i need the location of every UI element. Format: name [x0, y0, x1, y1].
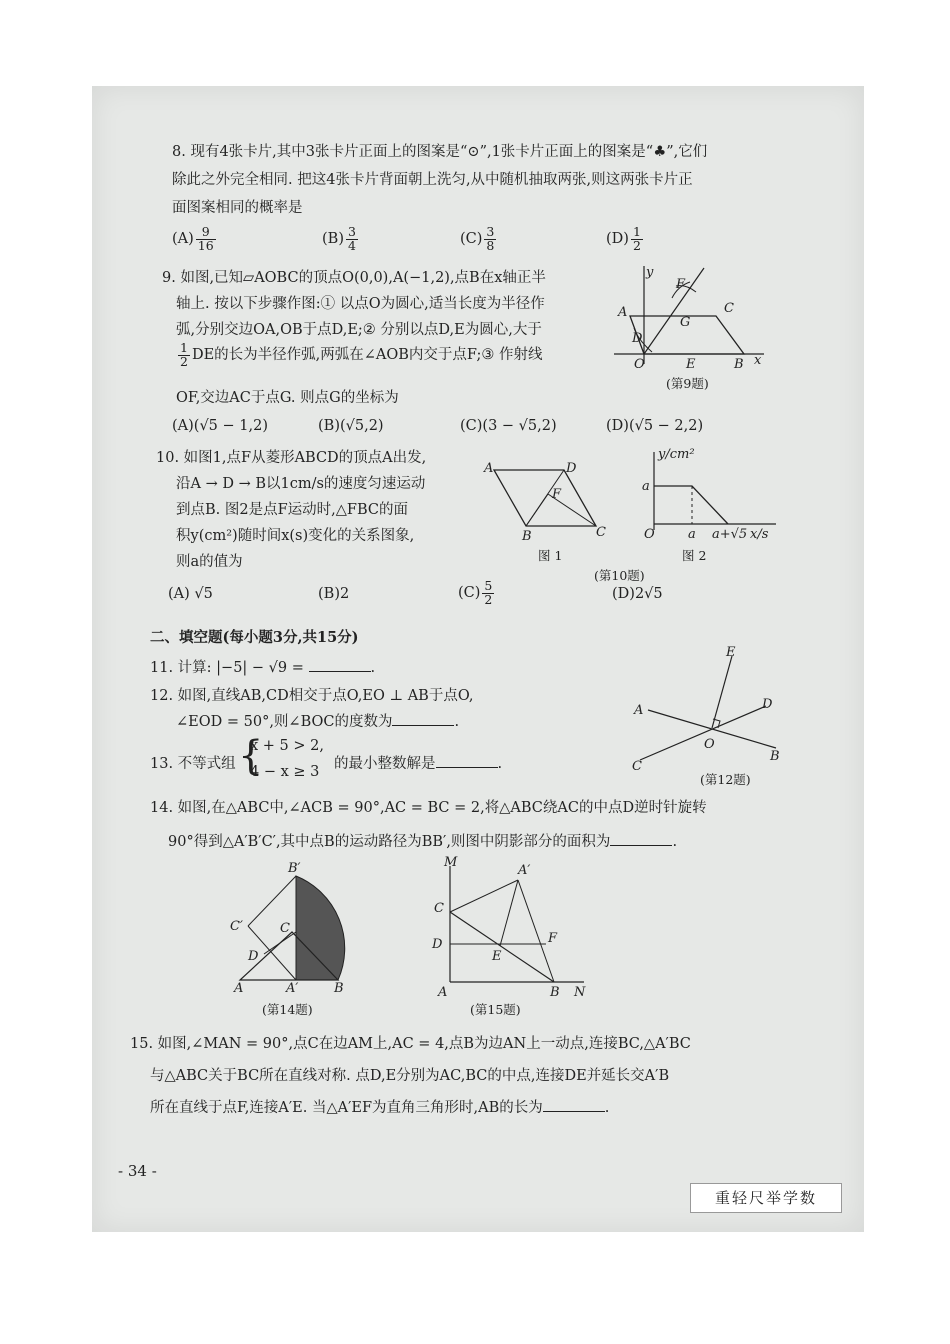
q10-graph-o: O: [644, 527, 655, 542]
q15-label-c: C: [434, 901, 444, 916]
q15-caption: (第15题): [470, 1002, 521, 1017]
q14-label-b: B: [334, 981, 344, 996]
q14-figure: [224, 856, 364, 996]
q10-fig2-caption: 图 2: [682, 548, 707, 563]
q12-label-e: E: [726, 645, 736, 660]
q11-answer-blank[interactable]: [309, 657, 371, 672]
q12-label-b: B: [770, 749, 780, 764]
q9-caption: (第9题): [666, 376, 709, 391]
q9-label-y: y: [646, 265, 654, 280]
q12-answer-blank[interactable]: [392, 711, 454, 726]
q10-option-c: (C) $\frac{5}{2}$: [458, 578, 493, 607]
q10-line4: 积y(cm²)随时间x(s)变化的关系图象,: [176, 528, 415, 544]
q15-figure: [424, 856, 600, 1000]
q10-option-d: (D)2√5: [612, 586, 663, 602]
q10-line3: 到点B. 图2是点F运动时,△FBC的面: [176, 502, 408, 518]
q13-pre: 13. 不等式组: [150, 756, 236, 772]
q12-label-d: D: [762, 697, 773, 712]
q15-label-n: N: [574, 985, 586, 1000]
q9-label-o: O: [634, 357, 645, 372]
q10-label-b: B: [522, 529, 532, 542]
q8-option-b: (B) $\frac{3}{4}$: [322, 224, 356, 253]
q9-line1: 9. 如图,已知▱AOBC的顶点O(0,0),A(−1,2),点B在x轴正半: [162, 270, 546, 286]
q9-line4: $\frac{1}{2}$ DE的长为半径作弧,两弧在∠AOB内交于点F;③ 作射线: [180, 340, 543, 369]
q10-graph-figure: [636, 446, 786, 542]
q10-graph-a: a: [642, 479, 650, 494]
q9-figure: [604, 256, 774, 376]
q10-label-a: A: [484, 461, 494, 476]
q9-label-e: E: [686, 357, 696, 372]
watermark: 重轻尺举学数: [690, 1183, 842, 1213]
q12-label-c: C: [632, 759, 642, 774]
q8-option-c: (C) $\frac{3}{8}$: [460, 224, 495, 253]
q13-row1: x + 5 > 2,: [250, 738, 324, 754]
q9-option-d: (D)(√5 − 2,2): [606, 418, 704, 434]
page-number: - 34 -: [118, 1162, 157, 1180]
q14-label-a: A: [234, 981, 244, 996]
q10-graph-ax: a: [688, 527, 696, 542]
q15-label-a1: A′: [518, 863, 531, 878]
q10-option-b: (B)2: [318, 586, 350, 602]
q10-line5: 则a的值为: [176, 554, 243, 570]
q15-label-b: B: [550, 985, 560, 1000]
q12-line1: 12. 如图,直线AB,CD相交于点O,EO ⊥ AB于点O,: [150, 688, 474, 704]
q15-line1: 15. 如图,∠MAN = 90°,点C在边AM上,AC = 4,点B为边AN上一动点,连接BC,△A′BC: [130, 1036, 691, 1052]
q10-graph-xlabel: x/s: [750, 527, 769, 542]
q10-label-f: F: [552, 487, 562, 502]
q11-text: 11. 计算: |−5| − √9 = .: [150, 656, 375, 677]
q9-label-b: B: [734, 357, 744, 372]
q13-brace: {: [238, 733, 264, 779]
q14-label-b1: B′: [288, 861, 301, 876]
q8-line3: 面图案相同的概率是: [172, 200, 303, 216]
q14-label-d: D: [248, 949, 259, 964]
q10-label-d: D: [566, 461, 577, 476]
q9-option-a: (A)(√5 − 1,2): [172, 418, 268, 434]
q12-line2: ∠EOD = 50°,则∠BOC的度数为 .: [176, 710, 459, 731]
q15-label-m: M: [444, 856, 458, 870]
q9-option-b: (B)(√5,2): [318, 418, 384, 434]
q9-label-x: x: [754, 353, 762, 368]
q10-option-a: (A) √5: [168, 586, 213, 602]
q10-graph-ylabel: y/cm²: [658, 447, 695, 462]
q10-rhombus-figure: [480, 456, 610, 542]
q9-option-c: (C)(3 − √5,2): [460, 418, 557, 434]
section-fill-in-title: 二、填空题(每小题3分,共15分): [150, 629, 359, 646]
q10-graph-a5: a+√5: [712, 527, 748, 542]
q14-line2: 90°得到△A′B′C′,其中点B的运动路径为BB′,则图中阴影部分的面积为 .: [168, 830, 677, 851]
q9-line5: OF,交边AC于点G. 则点G的坐标为: [176, 390, 399, 406]
q15-label-d: D: [432, 937, 443, 952]
q14-line1: 14. 如图,在△ABC中,∠ACB = 90°,AC = BC = 2,将△ABC绕AC的中点D逆时针旋转: [150, 800, 707, 816]
q14-label-c: C: [280, 921, 290, 936]
q12-label-a: A: [634, 703, 644, 718]
q15-line2: 与△ABC关于BC所在直线对称. 点D,E分别为AC,BC的中点,连接DE并延长交A′B: [150, 1068, 670, 1084]
q13-answer-blank[interactable]: [436, 753, 498, 768]
q9-label-c: C: [724, 301, 734, 316]
q15-label-f: F: [548, 931, 558, 946]
q14-caption: (第14题): [262, 1002, 313, 1017]
q14-answer-blank[interactable]: [610, 831, 672, 846]
q10-label-c: C: [596, 525, 606, 540]
q14-label-c1: C′: [230, 919, 243, 934]
q15-answer-blank[interactable]: [543, 1097, 605, 1112]
q12-caption: (第12题): [700, 772, 751, 787]
q12-label-o: O: [704, 737, 715, 752]
q10-caption: (第10题): [594, 568, 645, 583]
q10-fig1-caption: 图 1: [538, 548, 563, 563]
q8-option-a: (A) $\frac{9}{16}$: [172, 224, 214, 253]
q15-line3: 所在直线于点F,连接A′E. 当△A′EF为直角三角形时,AB的长为 .: [150, 1096, 609, 1117]
q12-figure: [626, 644, 786, 774]
q10-line1: 10. 如图1,点F从菱形ABCD的顶点A出发,: [156, 450, 427, 466]
q13-post: 的最小整数解是 .: [334, 752, 502, 773]
q9-label-a: A: [618, 305, 628, 320]
q9-label-g: G: [680, 315, 691, 330]
q13-row2: 4 − x ≥ 3: [250, 764, 320, 780]
q8-option-d: (D) $\frac{1}{2}$: [606, 224, 641, 253]
q8-line2: 除此之外完全相同. 把这4张卡片背面朝上洗匀,从中随机抽取两张,则这两张卡片正: [172, 172, 693, 188]
q10-line2: 沿A → D → B以1cm/s的速度匀速运动: [176, 476, 426, 492]
q15-label-a: A: [438, 985, 448, 1000]
q8-line1: 8. 现有4张卡片,其中3张卡片正面上的图案是“⊙”,1张卡片正面上的图案是“♣”,它们: [172, 144, 708, 160]
q9-label-f: F: [676, 277, 686, 292]
q9-line3: 弧,分别交边OA,OB于点D,E;② 分别以点D,E为圆心,大于: [176, 322, 542, 338]
q9-line2: 轴上. 按以下步骤作图:① 以点O为圆心,适当长度为半径作: [176, 296, 545, 312]
q14-label-a1: A′: [286, 981, 299, 996]
q15-label-e: E: [492, 949, 502, 964]
q9-label-d: D: [632, 331, 643, 346]
